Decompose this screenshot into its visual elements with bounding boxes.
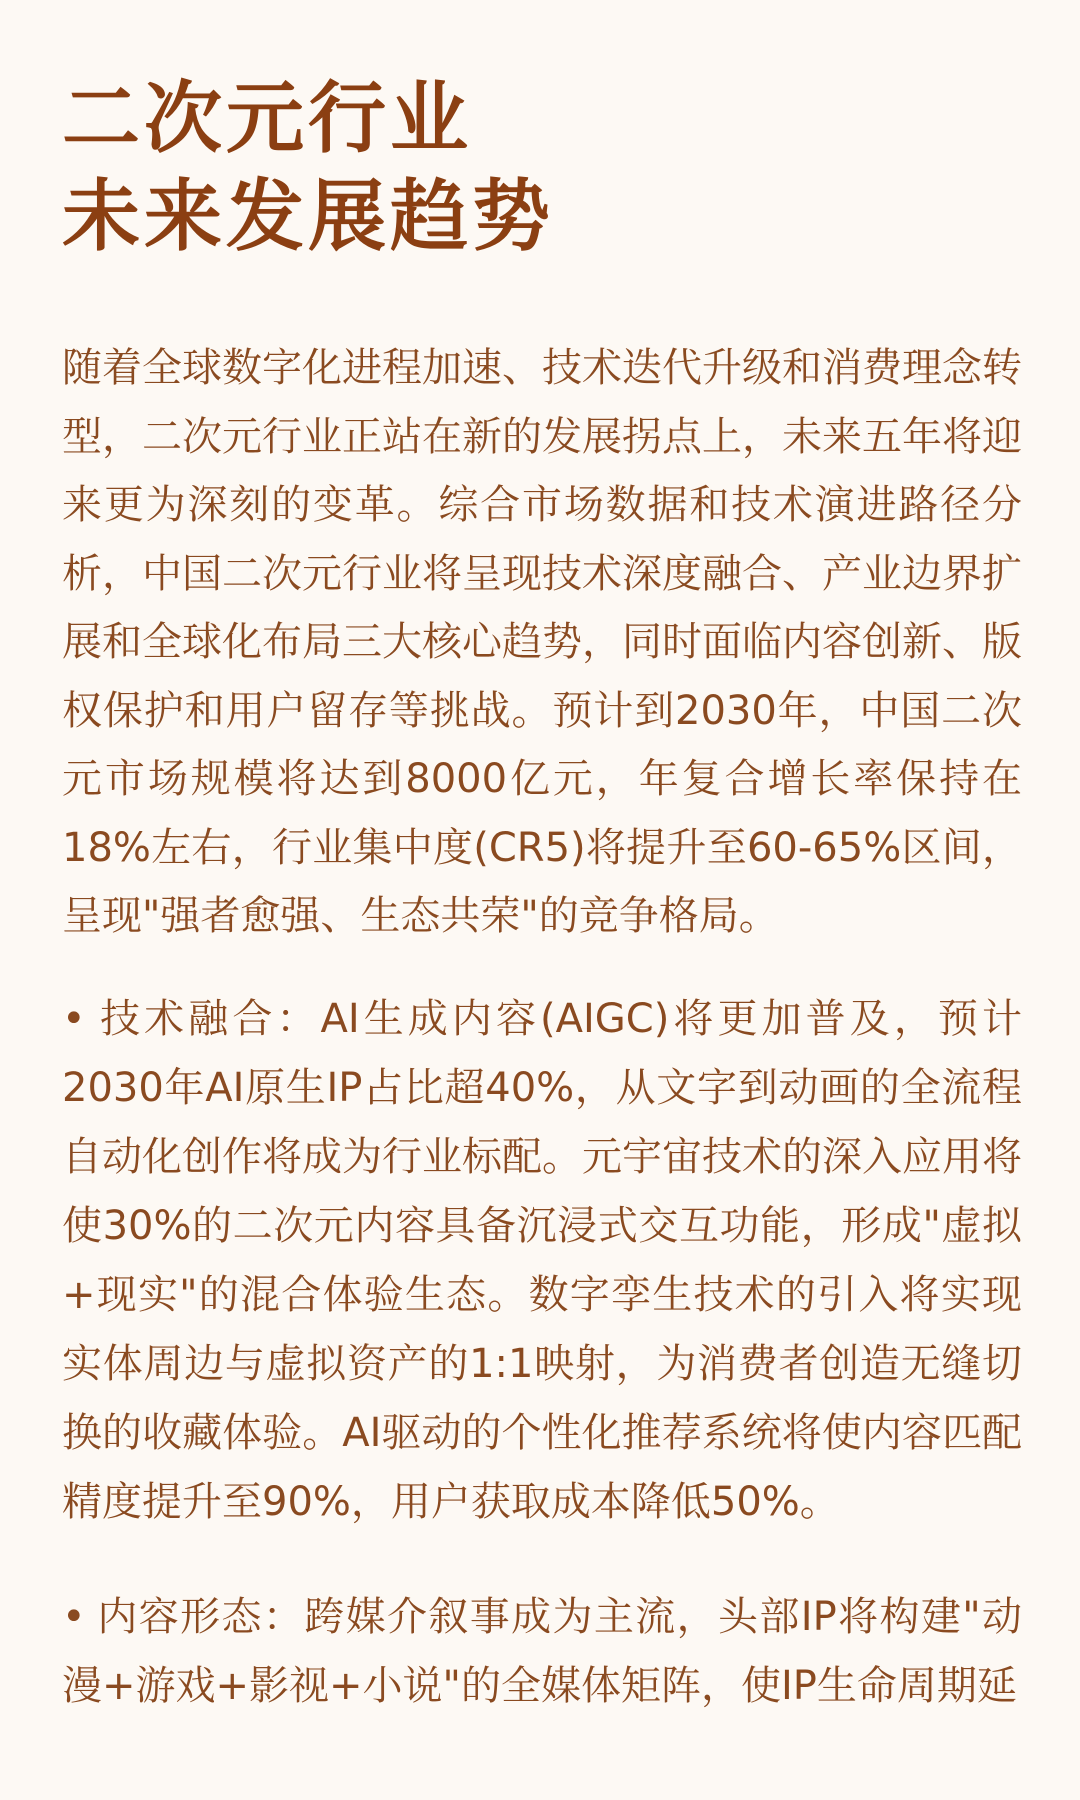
bullet-technology-fusion xyxy=(62,985,1022,1537)
page-title xyxy=(62,70,1022,266)
bullet-text: 内容形态：跨媒介叙事成为主流，头部IP将构建"动漫+游戏+影视+小说"的全媒体矩阵，使IP生命周期延 xyxy=(62,1593,1022,1709)
title-line-2: 未来发展趋势 xyxy=(62,172,555,262)
intro-paragraph: 随着全球数字化进程加速、技术迭代升级和消费理念转型，二次元行业正站在新的发展拐点上，未来五年将迎来更为深刻的变革。综合市场数据和技术演进路径分析，中国二次元行业将呈现技术深度融合、产业边界扩展和全球化布局三大核心趋势，同时面临内容创新、版权保护和用户留存等挑战。预计到2030年，中国二次元市场规模将达到8000亿元，年复合增长率保持在18%左右，行业集中度(CR5)将提升至60-65%区间，呈现"强者愈强、生态共荣"的竞争格局。 xyxy=(62,345,1022,939)
bullet-marker: • xyxy=(62,1593,86,1640)
title-line-1: 二次元行业 xyxy=(62,74,473,164)
bullet-content-form xyxy=(62,1583,1022,1721)
bullet-text: 技术融合：AI生成内容(AIGC)将更加普及，预计2030年AI原生IP占比超40%，从文字到动画的全流程自动化创作将成为行业标配。元宇宙技术的深入应用将使30%的二次元内容具备沉浸式交互功能，形成"虚拟+现实"的混合体验生态。数字孪生技术的引入将实现实体周边与虚拟资产的1:1映射，为消费者创造无缝切换的收藏体验。AI驱动的个性化推荐系统将使内容匹配精度提升至90%，用户获取成本降低50%。 xyxy=(62,995,1022,1525)
bullet-marker: • xyxy=(62,995,86,1042)
